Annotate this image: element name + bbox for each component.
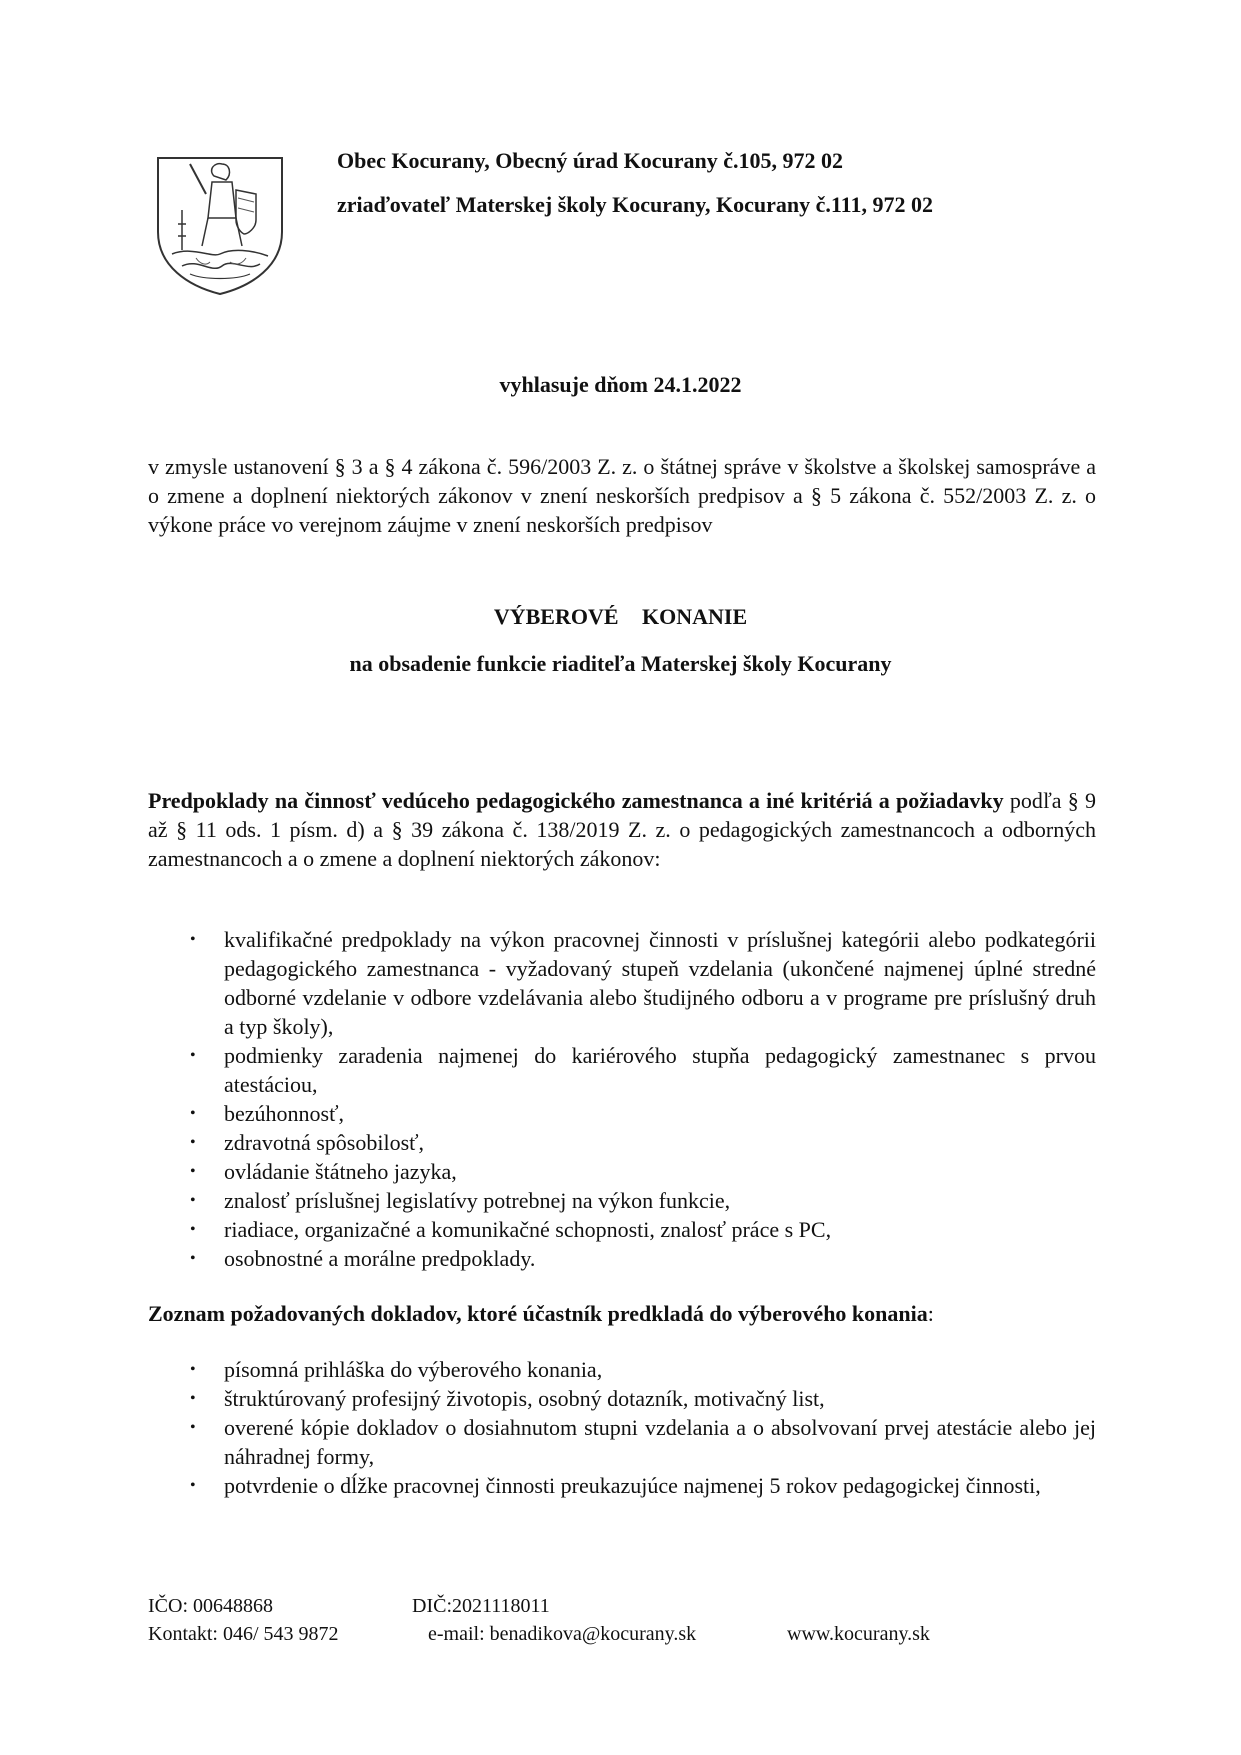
- bullet-icon: •: [190, 1105, 196, 1122]
- list-item: • zdravotná spôsobilosť,: [190, 1130, 425, 1155]
- document-title: VÝBEROVÉ KONANIE: [493, 604, 748, 629]
- list-item: • písomná prihláška do výberového konania,: [190, 1357, 603, 1382]
- bullet-icon: •: [190, 1221, 196, 1238]
- footer-dic: DIČ:2021118011: [412, 1595, 550, 1617]
- bullet-icon: •: [190, 1192, 196, 1209]
- list-item: • štruktúrovaný profesijný životopis, osobný dotazník, motivačný list,: [190, 1386, 825, 1411]
- list-item: • kvalifikačné predpoklady na výkon pracovnej činnosti v príslušnej kategórii alebo podkategórii pedagogického zamestnanca - vyžadovaný stupeň vzdelania (ukončené najmenej úplné stredné odborné vzdelanie v odbore vzdelávania alebo študijného odboru a v programe pre príslušný druh a typ školy),: [190, 927, 1096, 1039]
- requirements-paragraph: [148, 786, 1096, 873]
- footer-email: e-mail: benadikova@kocurany.sk: [428, 1623, 697, 1645]
- footer-contact: Kontakt: 046/ 543 9872: [148, 1623, 339, 1645]
- requirements-heading: Predpoklady na činnosť vedúceho pedagogického zamestnanca a iné kritériá a požiadavky: [148, 788, 1004, 813]
- bullet-icon: •: [190, 1163, 196, 1180]
- footer-website: www.kocurany.sk: [787, 1623, 930, 1645]
- list-item: • bezúhonnosť,: [190, 1101, 344, 1126]
- bullet-icon: •: [190, 1390, 196, 1407]
- header-founder-line: zriaďovateľ Materskej školy Kocurany, Kocurany č.111, 972 02: [337, 192, 933, 217]
- list-item: • znalosť príslušnej legislatívy potrebnej na výkon funkcie,: [190, 1188, 731, 1213]
- bullet-icon: •: [190, 1134, 196, 1151]
- bullet-icon: •: [190, 931, 196, 948]
- bullet-icon: •: [190, 1047, 196, 1064]
- bullet-icon: •: [190, 1477, 196, 1494]
- bullet-icon: •: [190, 1361, 196, 1378]
- list-item: • podmienky zaradenia najmenej do kariérového stupňa pedagogický zamestnanec s prvou atestáciou,: [190, 1043, 1096, 1097]
- requirements-legal-reference: podľa § 9 až § 11 ods. 1 písm. d) a § 39 zákona č. 138/2019 Z. z. o pedagogických zamestnancoch a odborných zamestnancoch a o zmene a doplnení niektorých zákonov:: [148, 788, 1096, 871]
- footer-ico: IČO: 00648868: [148, 1595, 273, 1617]
- legal-basis-paragraph: v zmysle ustanovení § 3 a § 4 zákona č. 596/2003 Z. z. o štátnej správe v školstve a školskej samospráve a o zmene a doplnení niektorých zákonov v znení neskorších predpisov a § 5 zákona č. 552/2003 Z. z. o výkone práce vo verejnom záujme v znení neskorších predpisov: [148, 454, 1096, 537]
- announcement-date: vyhlasuje dňom 24.1.2022: [499, 372, 742, 397]
- header-municipality-line: Obec Kocurany, Obecný úrad Kocurany č.105, 972 02: [337, 148, 843, 173]
- documents-list: [190, 1355, 1096, 1500]
- bullet-icon: •: [190, 1250, 196, 1267]
- municipal-crest-icon: [152, 154, 288, 298]
- list-item: • potvrdenie o dĺžke pracovnej činnosti preukazujúce najmenej 5 rokov pedagogickej činnosti,: [190, 1473, 1041, 1498]
- list-item: • riadiace, organizačné a komunikačné schopnosti, znalosť práce s PC,: [190, 1217, 832, 1242]
- documents-heading: Zoznam požadovaných dokladov, ktoré účastník predkladá do výberového konania:: [148, 1301, 934, 1326]
- requirements-list: [190, 925, 1096, 1273]
- list-item: • ovládanie štátneho jazyka,: [190, 1159, 457, 1184]
- document-subtitle: na obsadenie funkcie riaditeľa Materskej školy Kocurany: [349, 651, 892, 676]
- list-item: • osobnostné a morálne predpoklady.: [190, 1246, 536, 1271]
- list-item: • overené kópie dokladov o dosiahnutom stupni vzdelania a o absolvovaní prvej atestácie alebo jej náhradnej formy,: [190, 1415, 1096, 1469]
- bullet-icon: •: [190, 1419, 196, 1436]
